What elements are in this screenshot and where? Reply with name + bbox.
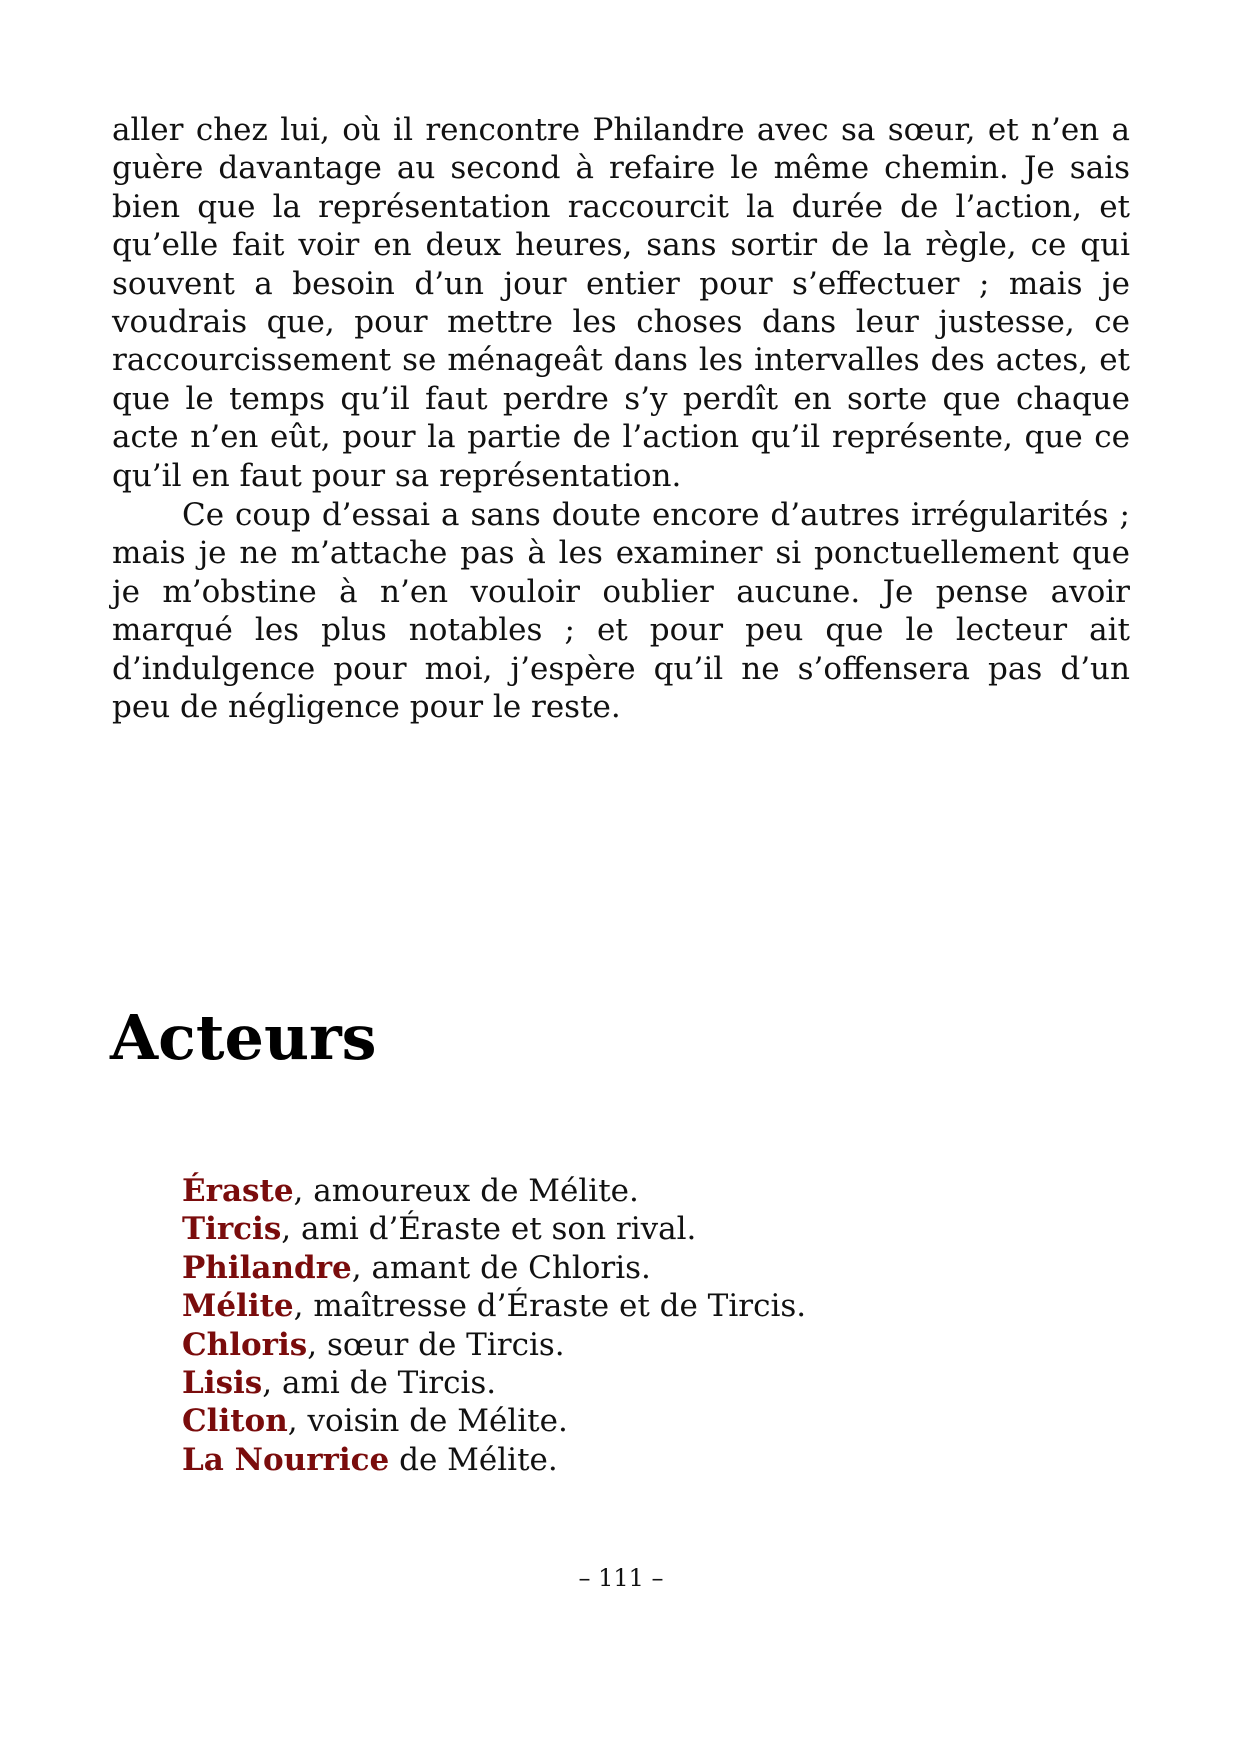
cast-item-chloris: [182, 1326, 806, 1364]
cast-description: , ami de Tircis.: [262, 1365, 497, 1402]
cast-name: Cliton: [182, 1403, 288, 1440]
cast-description: , amant de Chloris.: [351, 1249, 651, 1286]
cast-name: Tircis: [182, 1211, 282, 1248]
cast-name: La Nourrice: [182, 1441, 390, 1478]
cast-name: Philandre: [182, 1249, 352, 1286]
section-heading-acteurs: Acteurs: [110, 1001, 377, 1074]
body-paragraph-1: aller chez lui, où il rencontre Philandre avec sa sœur, et n’en a guère davantage au second à refaire le même chemin. Je sais bien que la représentation raccourcit la durée de l’action, et qu’elle fait voir en deux heures, sans sortir de la règle, ce qui souvent a besoin d’un jour entier pour s’effectuer ; mais je voudrais que, pour mettre les choses dans leur justesse, ce raccourcissement se ménageât dans les intervalles des actes, et que le temps qu’il faut perdre s’y perdît en sorte que chaque acte n’en eût, pour la partie de l’action qu’il représente, que ce qu’il en faut pour sa représentation.: [112, 112, 1130, 494]
cast-description: , voisin de Mélite.: [287, 1403, 568, 1440]
cast-item-tircis: [182, 1210, 806, 1248]
cast-description: , maîtresse d’Éraste et de Tircis.: [293, 1288, 807, 1325]
cast-description: , sœur de Tircis.: [307, 1326, 565, 1363]
cast-description: , amoureux de Mélite.: [293, 1173, 639, 1209]
cast-name: Éraste: [182, 1173, 294, 1209]
cast-item-lisis: [182, 1364, 806, 1402]
cast-description: , ami d’Éraste et son rival.: [281, 1211, 697, 1248]
cast-description: de Mélite.: [389, 1441, 558, 1478]
cast-item-eraste: [182, 1172, 806, 1210]
cast-item-melite: [182, 1287, 806, 1325]
page-number: – 111 –: [578, 1564, 664, 1592]
cast-name: Lisis: [182, 1365, 263, 1402]
cast-list: [182, 1172, 806, 1479]
cast-name: Mélite: [182, 1288, 294, 1325]
cast-name: Chloris: [182, 1326, 308, 1363]
cast-item-la-nourrice: [182, 1441, 806, 1479]
cast-item-cliton: [182, 1402, 806, 1440]
body-paragraph-2: Ce coup d’essai a sans doute encore d’autres irrégularités ; mais je ne m’attache pas à les examiner si ponctuellement que je m’obstine à n’en vouloir oublier aucune. Je pense avoir marqué les plus notables ; et pour peu que le lecteur ait d’indulgence pour moi, j’espère qu’il ne s’offensera pas d’un peu de négligence pour le reste.: [112, 497, 1130, 726]
cast-item-philandre: [182, 1249, 806, 1287]
